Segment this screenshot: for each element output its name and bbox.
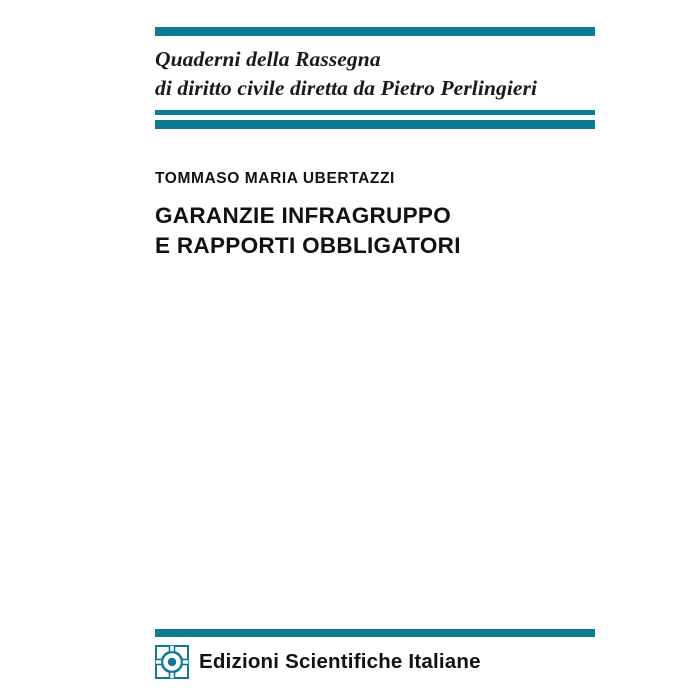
publisher-name: Edizioni Scientifiche Italiane [199, 650, 481, 673]
divider-rule-thin [155, 110, 595, 115]
series-title-line-1: Quaderni della Rassegna [155, 47, 381, 71]
book-title-line-2: E RAPPORTI OBBLIGATORI [155, 233, 461, 258]
book-title-line-1: GARANZIE INFRAGRUPPO [155, 203, 452, 228]
author-and-title-block [155, 170, 625, 261]
bottom-rule [155, 629, 595, 637]
top-rule-thick [155, 27, 595, 36]
publisher-emblem-icon [155, 645, 189, 679]
publisher-block [155, 645, 615, 679]
divider-rule-thick [155, 120, 595, 129]
series-title-block [155, 45, 615, 103]
author-name: TOMMASO MARIA UBERTAZZI [155, 170, 395, 187]
series-title-line-2: di diritto civile diretta da Pietro Perlingieri [155, 76, 538, 100]
